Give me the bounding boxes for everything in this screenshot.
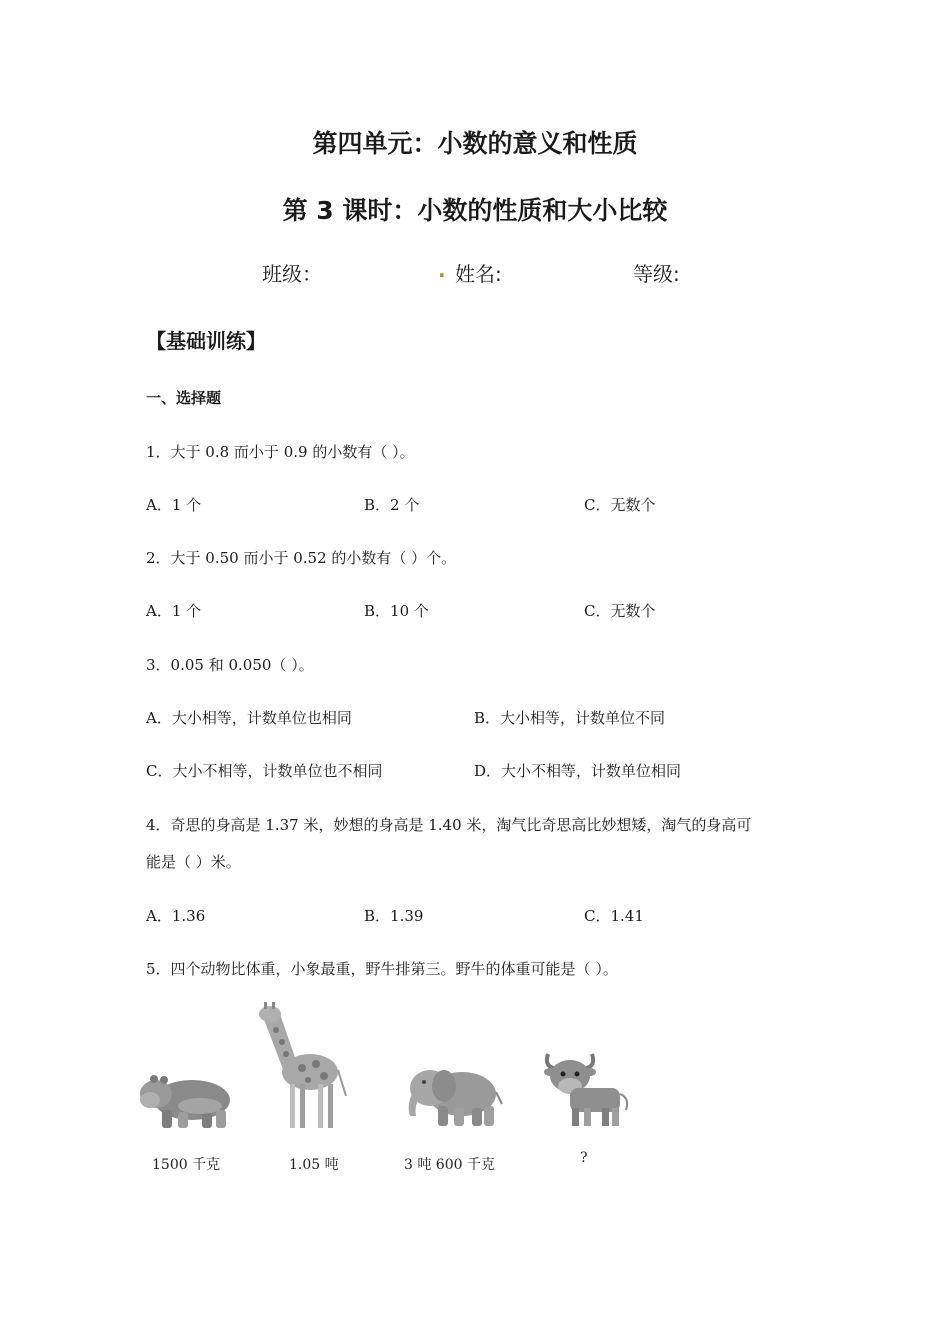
question-1: 1．大于 0.8 而小于 0.9 的小数有（ ）。: [146, 443, 415, 461]
q2-option-a: A．1 个: [146, 602, 202, 620]
q2-option-b: B．10 个: [364, 602, 429, 620]
q3-option-c: C．大小不相等，计数单位也不相同: [146, 762, 383, 780]
hippo-weight-label: 1500 千克: [152, 1157, 221, 1173]
q1-option-c: C．无数个: [584, 496, 656, 514]
q1-option-a: A．1 个: [146, 496, 202, 514]
q3-option-d: D．大小不相等，计数单位相同: [474, 762, 682, 780]
question-2: 2．大于 0.50 而小于 0.52 的小数有（ ）个。: [146, 549, 457, 567]
giraffe-weight-label: 1.05 吨: [289, 1157, 339, 1173]
q4-option-b: B．1.39: [364, 907, 424, 925]
elephant-weight-label: 3 吨 600 千克: [404, 1157, 495, 1173]
separator-dot: .: [438, 258, 446, 282]
bull-weight-label: ?: [580, 1150, 588, 1166]
q2-option-c: C．无数个: [584, 602, 656, 620]
q3-option-a: A．大小相等，计数单位也相同: [146, 709, 352, 727]
unit-title: 第四单元：小数的意义和性质: [312, 129, 638, 158]
class-label: 班级：: [262, 262, 322, 286]
question-3: 3．0.05 和 0.050（ ）。: [146, 656, 314, 674]
q4-option-a: A．1.36: [146, 907, 206, 925]
name-label: 姓名:: [455, 262, 502, 286]
section-title: 【基础训练】: [146, 329, 266, 353]
elephant-icon: [400, 1060, 505, 1132]
bull-icon: [540, 1048, 634, 1132]
q1-option-b: B．2 个: [364, 496, 420, 514]
q4-option-c: C．1.41: [584, 907, 644, 925]
question-5: 5．四个动物比体重，小象最重，野牛排第三。野牛的体重可能是（ ）。: [146, 960, 618, 978]
question-4-line-1: 4．奇思的身高是 1.37 米，妙想的身高是 1.40 米，淘气比奇思高比妙想矮，淘气的身高可: [146, 816, 752, 834]
question-4-line-2: 能是（ ）米。: [146, 853, 241, 871]
grade-label: 等级:: [633, 262, 680, 286]
lesson-title: 第 3 课时：小数的性质和大小比较: [282, 196, 668, 225]
section-subtitle: 一、选择题: [146, 389, 222, 407]
q3-option-b: B．大小相等，计数单位不同: [474, 709, 666, 727]
giraffe-icon: [252, 1000, 352, 1130]
hippo-icon: [140, 1070, 235, 1132]
